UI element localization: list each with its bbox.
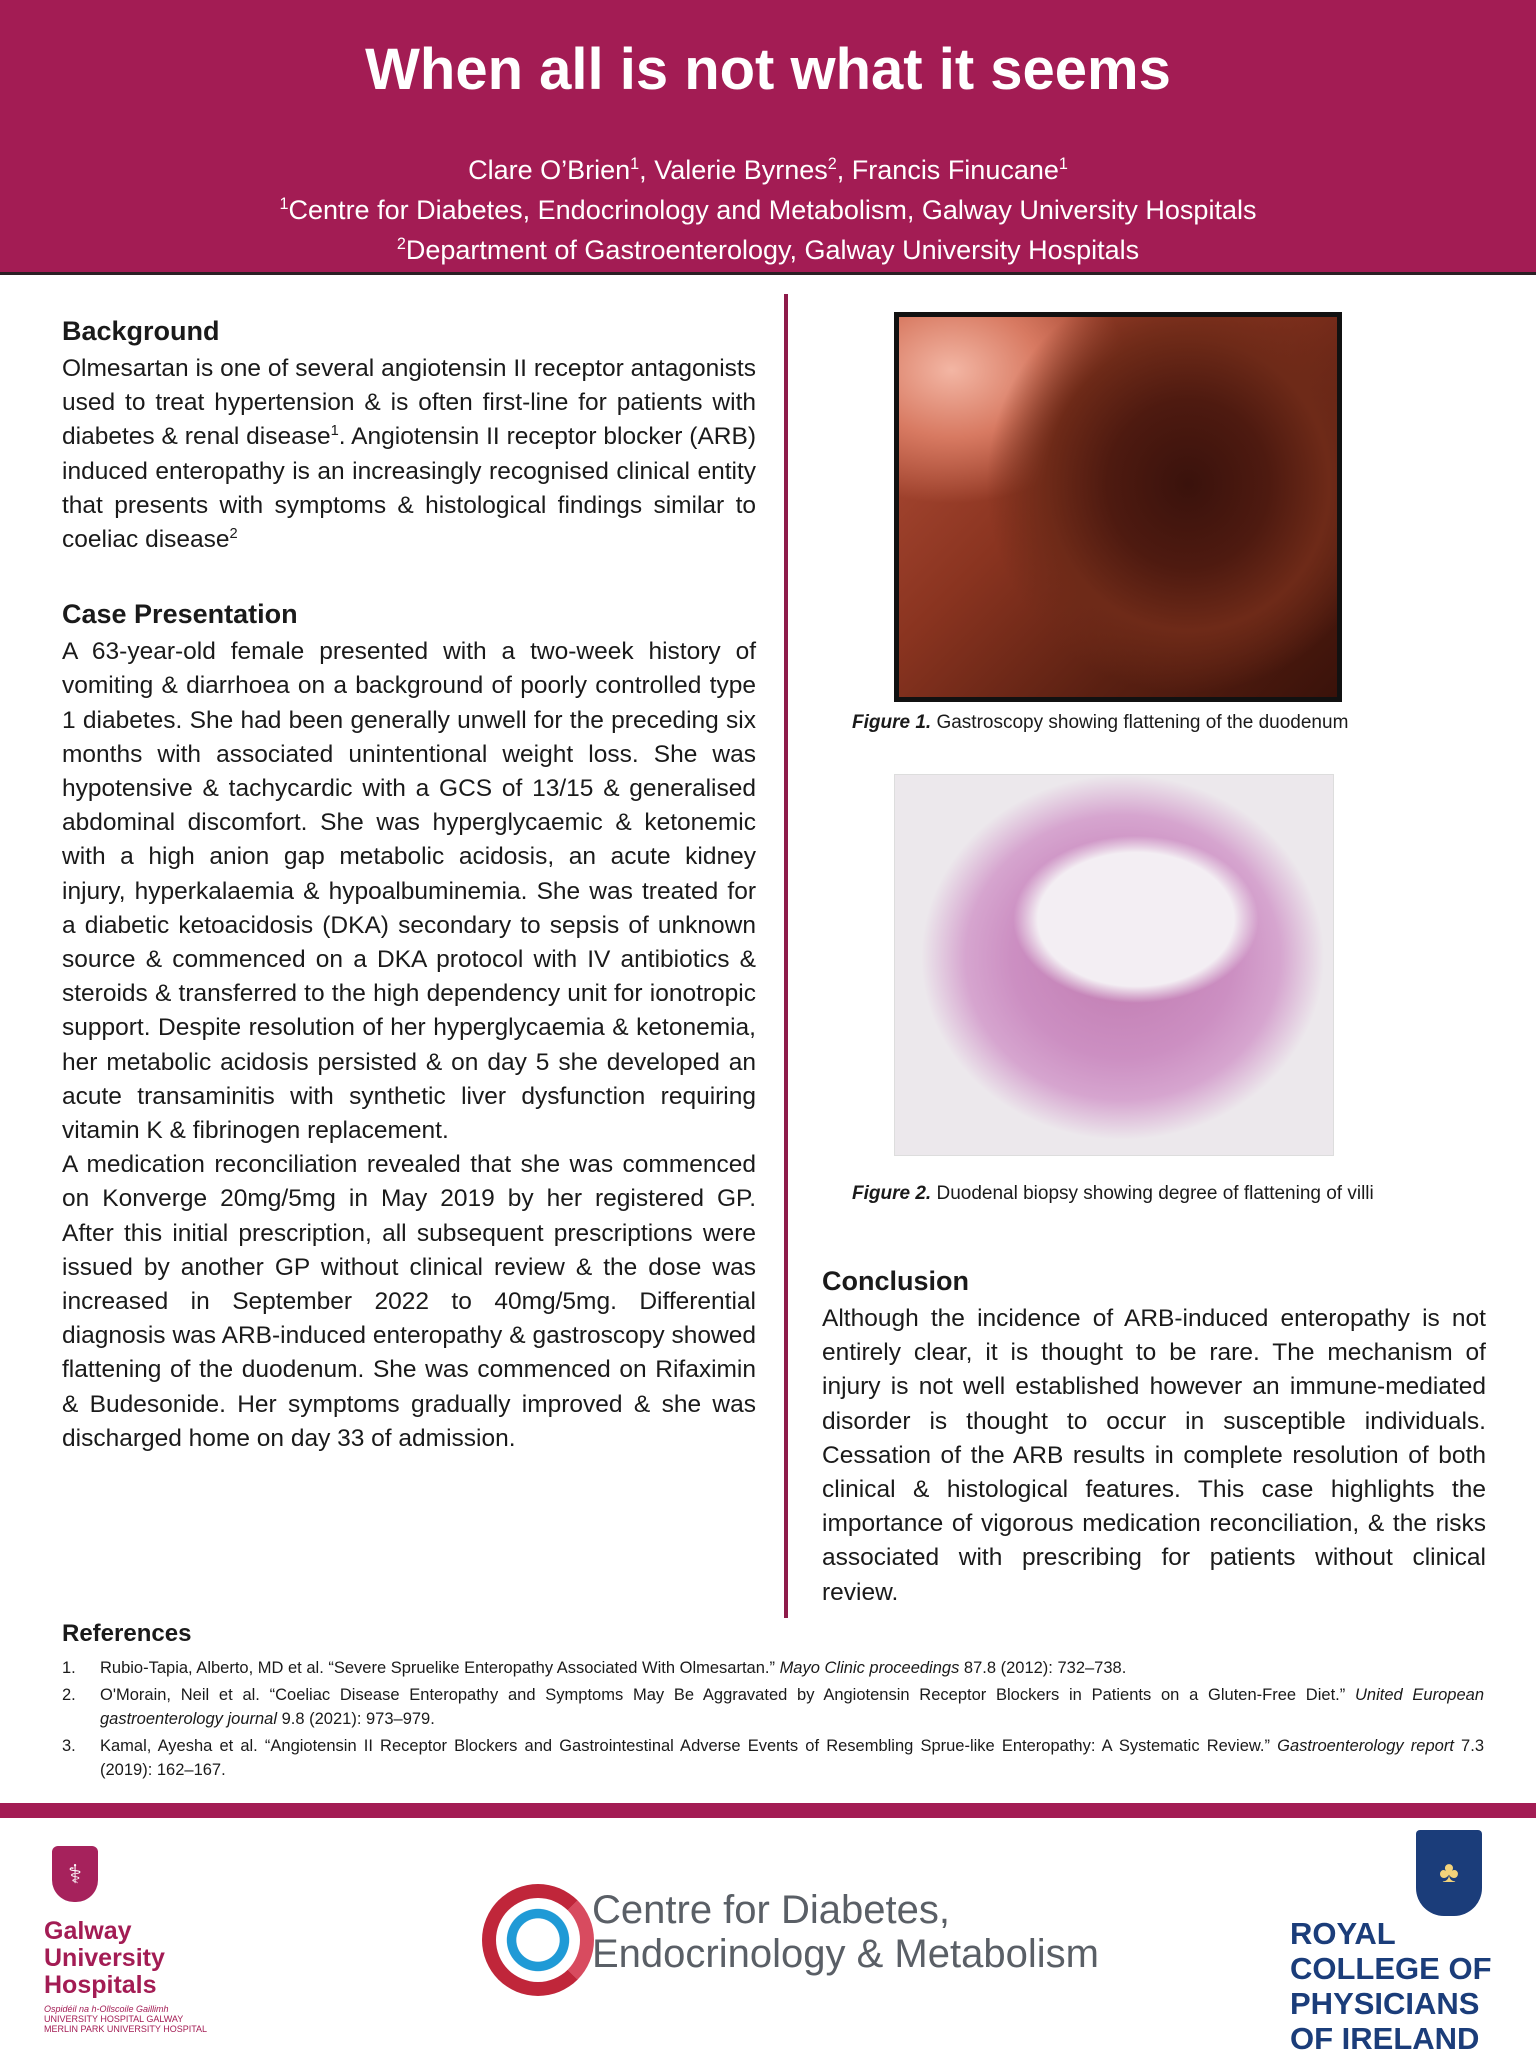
poster-header (0, 0, 1536, 275)
author-name: Valerie Byrnes (654, 155, 828, 185)
affiliation-1: $^1$Centre for Diabetes, Endocrinology and Metabolism, Galway University Hospitals (279, 195, 1257, 225)
author-list (0, 150, 1536, 190)
author-separator: , (836, 155, 852, 185)
reference-item: 2. O'Morain, Neil et al. “Coeliac Disease Enteropathy and Symptoms May Be Aggravated by Angiotensin Receptor Blockers in Patients on a Gluten-Free Diet.” United European gastroenterology journal 9.8 (2021): 973–979. (62, 1685, 1484, 1728)
figure-1-caption: Figure 1. Gastroscopy showing flattening of the duodenum (852, 712, 1349, 733)
author-block (0, 150, 1536, 270)
left-column (62, 314, 756, 1456)
galway-university-hospitals-logo: ⚕ Galway University Hospitals Ospidéil na h-Ollscoile Gaillimh UNIVERSITY HOSPITAL GALWAY MERLIN PARK UNIVERSITY HOSPITAL (44, 1846, 254, 2036)
biopsy-image (894, 774, 1334, 1156)
case-heading: Case Presentation (62, 599, 298, 630)
conclusion-heading: Conclusion (822, 1266, 969, 1296)
case-paragraph-2: A medication reconciliation revealed that she was commenced on Konverge 20mg/5mg in May 2019 by her registered GP. After this initial prescription, all subsequent prescriptions were issued by another GP without clinical review & the dose was increased in September 2022 to 40mg/5mg. Differential diagnosis was ARB-induced enteropathy & gastroscopy showed flattening of the duodenum. She was commenced on Rifaximin & Budesonide. Her symptoms gradually improved & she was discharged home on day 33 of admission. (62, 1151, 756, 1452)
footer-bar (0, 1803, 1536, 1818)
author-affiliation-mark: 1 (1058, 155, 1068, 173)
author-name: Francis Finucane (851, 155, 1059, 185)
author-separator: , (639, 155, 655, 185)
poster-title: When all is not what it seems (365, 37, 1171, 102)
column-divider (784, 294, 788, 1618)
ring-icon (482, 1884, 594, 1996)
shield-icon: ⚕ (52, 1846, 98, 1902)
case-paragraph-1: A 63-year-old female presented with a two-week history of vomiting & diarrhoea on a background of poorly controlled type 1 diabetes. She had been generally unwell for the preceding six months with associated unintentional weight loss. She was hypotensive & tachycardic with a GCS of 13/15 & generalised abdominal discomfort. She was hyperglycaemic & ketonemic with a high anion gap metabolic acidosis, an acute kidney injury, hyperkalaemia & hypoalbuminemia. She was treated for a diabetic ketoacidosis (DKA) secondary to sepsis of unknown source & commenced on a DKA protocol with IV antibiotics & steroids & transferred to the high dependency unit for ionotropic support. Despite resolution of her hyperglycaemia & ketonemia, her metabolic acidosis persisted & on day 5 she developed an acute transaminitis with synthetic liver dysfunction requiring vitamin K & fibrinogen replacement. (62, 638, 756, 1145)
affiliation-2: $^2$Department of Gastroenterology, Galway University Hospitals (396, 235, 1140, 265)
background-heading: Background (62, 316, 220, 346)
conclusion-text: Although the incidence of ARB-induced enteropathy is not entirely clear, it is thought to be rare. The mechanism of injury is not well established however an immune-mediated disorder is thought to occur in susceptible individuals. Cessation of the ARB results in complete resolution of both clinical & histological features. This case highlights the importance of vigorous medication reconciliation, & the risks associated with prescribing for patients without clinical review. (822, 1305, 1486, 1606)
background-text: Olmesartan is one of several angiotensin II receptor antagonists used to treat hypertension & is often first-line for patients with diabetes & renal disease$^1$. Angiotensin II receptor blocker (ARB) induced enteropathy is an increasingly recognised clinical entity that presents with symptoms & histological findings similar to coeliac disease$^2$ (62, 355, 756, 554)
crest-icon: ♣ (1416, 1830, 1482, 1916)
centre-for-diabetes-logo: Centre for Diabetes, Endocrinology & Metabolism (482, 1884, 1102, 2004)
reference-item: 1. Rubio-Tapia, Alberto, MD et al. “Severe Spruelike Enteropathy Associated With Olmesartan.” Mayo Clinic proceedings 87.8 (2012): 732–738. (62, 1659, 1127, 1677)
conclusion-section (822, 1264, 1486, 1610)
reference-item: 3. Kamal, Ayesha et al. “Angiotensin II Receptor Blockers and Gastrointestinal Adverse Events of Resembling Sprue-like Enteropathy: A Systematic Review.” Gastroenterology report 7.3 (2019): 162–167. (62, 1736, 1484, 1779)
author-name: Clare O’Brien (468, 155, 631, 185)
gastroscopy-image (894, 312, 1342, 702)
author-affiliation-mark: 1 (630, 155, 640, 173)
figure-2-caption: Figure 2. Duodenal biopsy showing degree of flattening of villi (852, 1183, 1374, 1204)
references-heading: References (62, 1620, 192, 1647)
references-section (62, 1620, 1484, 1785)
author-affiliation-mark: 2 (827, 155, 837, 173)
rcpi-logo: ♣ ROYAL COLLEGE OF PHYSICIANS OF IRELAND (1290, 1830, 1510, 2040)
